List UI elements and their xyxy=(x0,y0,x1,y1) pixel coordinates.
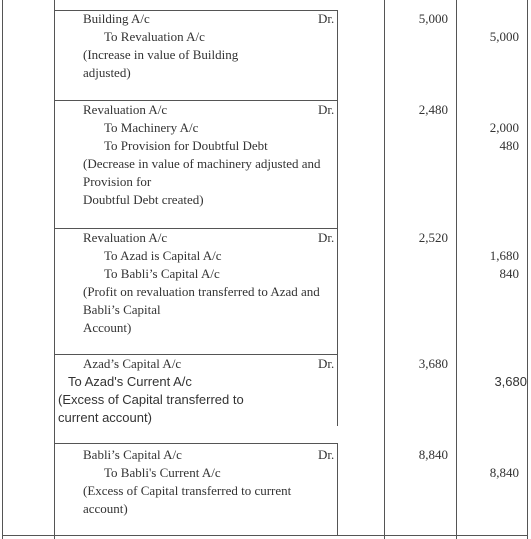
narration-line: Babli’s Capital xyxy=(83,302,161,317)
column-rule-debit xyxy=(456,0,457,539)
credit-account: To Azad is Capital A/c xyxy=(104,248,222,263)
entry-box-right xyxy=(337,100,338,228)
narration-line: Provision for xyxy=(83,174,152,189)
credit-amount: 3,680 xyxy=(494,374,527,389)
credit-amount: 2,000 xyxy=(489,120,519,135)
credit-amount: 5,000 xyxy=(489,29,519,44)
narration-line: current account) xyxy=(58,410,152,425)
entry-box-top xyxy=(54,443,338,444)
credit-amount: 840 xyxy=(499,266,519,281)
credit-account: To Babli's Current A/c xyxy=(104,465,221,480)
debit-amount: 3,680 xyxy=(418,356,448,371)
credit-amount: 8,840 xyxy=(489,465,519,480)
narration-line: account) xyxy=(83,501,128,516)
column-rule-lf xyxy=(384,0,385,539)
table-bottom-rule xyxy=(2,535,528,536)
credit-account: To Revaluation A/c xyxy=(104,29,205,44)
column-rule-right xyxy=(527,0,528,539)
narration-line: (Excess of Capital transferred to xyxy=(58,392,244,407)
debit-account: Revaluation A/c xyxy=(83,230,168,245)
narration-line: adjusted) xyxy=(83,65,131,80)
narration-line: (Profit on revaluation transferred to Azad and xyxy=(83,284,320,299)
narration-line: (Increase in value of Building xyxy=(83,47,239,62)
dr-label: Dr. xyxy=(318,230,335,245)
entry-box-right xyxy=(337,354,338,426)
entry-box-right xyxy=(337,443,338,536)
debit-account: Revaluation A/c xyxy=(83,102,168,117)
narration-line: (Decrease in value of machinery adjusted and xyxy=(83,156,321,171)
narration-line: (Excess of Capital transferred to current xyxy=(83,483,292,498)
entry-box-right xyxy=(337,228,338,354)
debit-amount: 8,840 xyxy=(418,447,448,462)
credit-account: To Babli’s Capital A/c xyxy=(104,266,220,281)
credit-account: To Azad's Current A/c xyxy=(68,374,192,389)
column-rule-left xyxy=(2,0,3,539)
debit-amount: 2,520 xyxy=(418,230,448,245)
dr-label: Dr. xyxy=(318,356,335,371)
credit-account: To Provision for Doubtful Debt xyxy=(104,138,268,153)
debit-account: Babli’s Capital A/c xyxy=(83,447,182,462)
entry-box-right xyxy=(337,10,338,100)
credit-amount: 1,680 xyxy=(489,248,519,263)
narration-line: Doubtful Debt created) xyxy=(83,192,204,207)
debit-account: Azad’s Capital A/c xyxy=(83,356,182,371)
credit-amount: 480 xyxy=(499,138,519,153)
debit-account: Building A/c xyxy=(83,11,150,26)
debit-amount: 5,000 xyxy=(418,11,448,26)
column-rule-particulars xyxy=(54,0,55,539)
dr-label: Dr. xyxy=(318,11,335,26)
dr-label: Dr. xyxy=(318,447,335,462)
dr-label: Dr. xyxy=(318,102,335,117)
debit-amount: 2,480 xyxy=(418,102,448,117)
credit-account: To Machinery A/c xyxy=(104,120,199,135)
narration-line: Account) xyxy=(83,320,132,335)
